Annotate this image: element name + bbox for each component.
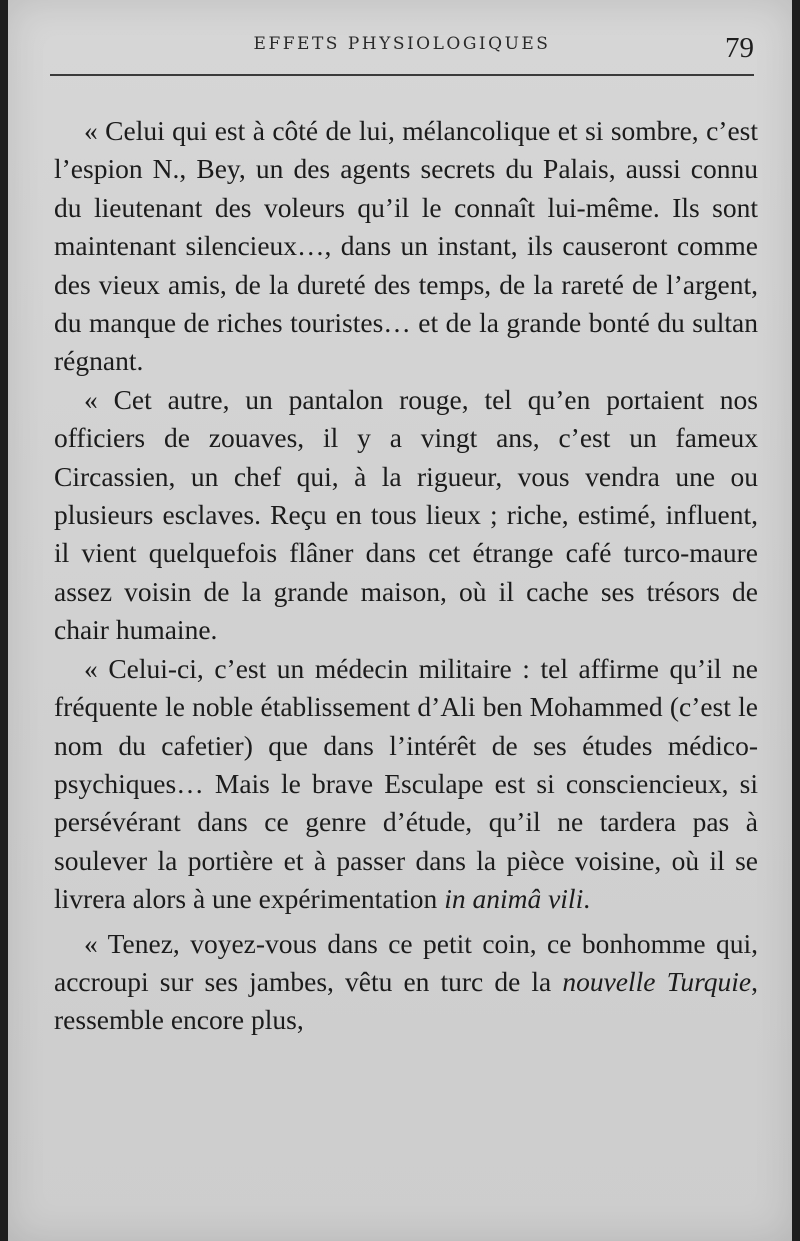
paragraph-text: . [583, 883, 591, 915]
body-text [54, 112, 758, 1040]
paragraph [54, 650, 758, 919]
paragraph: « Cet autre, un pantalon rouge, tel qu’en portaient nos officiers de zouaves, il y a vingt ans, c’est un fameux Circassien, un chef qui, à la rigueur, vous vendra une ou plusieurs esclaves. Reçu en tous lieux ; riche, estimé, influent, il vient quelquefois flâner dans cet étrange café turco-maure assez voisin de la grande maison, où il cache ses trésors de chair humaine. [54, 383, 758, 646]
paragraph [54, 925, 758, 1040]
paragraph: « Celui qui est à côté de lui, mélancolique et si sombre, c’est l’espion N., Bey, un des agents secrets du Palais, aussi connu du lieutenant des voleurs qu’il le connaît lui-même. Ils sont maintenant silencieux…, dans un instant, ils causeront comme des vieux amis, de la dureté des temps, de la rareté de l’argent, du manque de riches touristes… et de la grande bonté du sultan régnant. [54, 115, 758, 377]
italic-phrase: nouvelle Turquie [562, 965, 752, 997]
book-page [8, 0, 792, 1241]
paragraph-text: « Tenez, voyez-vous dans ce petit coin, ce bonhomme qui, accroupi sur ses jambes, vêtu en turc de la [54, 927, 758, 997]
paragraph-text: « Celui-ci, c’est un médecin militaire : tel affirme qu’il ne fréquente le noble établissement d’Ali ben Mohammed (c’est le nom du cafetier) que dans l’intérêt de ses études médico-psychiques… Mais le brave Esculape est si consciencieux, si persévérant dans ce genre d’étude, qu’il ne tardera pas à soulever la portière et à passer dans la pièce voisine, où il se livrera alors à une expérimentation [54, 652, 758, 915]
italic-phrase: in animâ vili [444, 883, 584, 915]
page-header [50, 34, 754, 74]
paragraph-text: , ressemble encore plus, [54, 965, 758, 1036]
page-number: 79 [725, 32, 754, 64]
header-rule [50, 74, 754, 76]
running-title: EFFETS PHYSIOLOGIQUES [253, 34, 551, 54]
